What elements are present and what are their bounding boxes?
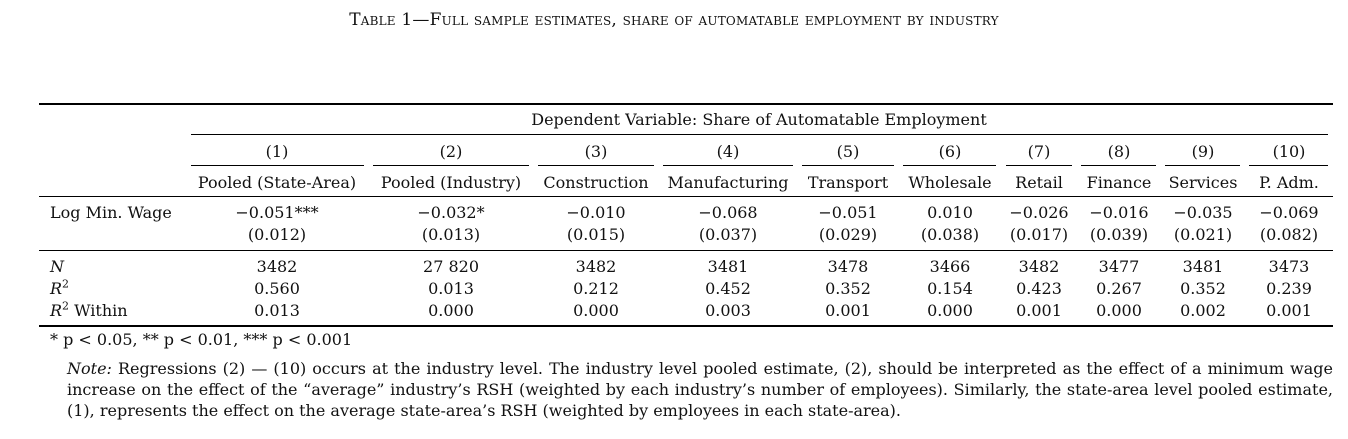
bottom-rule — [39, 325, 1333, 327]
col-name: Wholesale — [908, 173, 992, 192]
dep-var-header: Dependent Variable: Share of Automatable Employment — [531, 110, 987, 129]
r2-within-cell: 0.001 — [1016, 301, 1062, 320]
row-label-r2-within — [50, 299, 128, 320]
r2-cell: 0.154 — [927, 279, 973, 298]
n-cell: 3477 — [1098, 257, 1140, 276]
coef-cell: −0.051 — [818, 203, 878, 222]
r2w-suffix: Within — [69, 301, 128, 320]
colnum-rule-7 — [1006, 165, 1072, 166]
note-text: Regressions (2) — (10) occurs at the industry level. The industry level pooled estimate, (2), should be interpreted as the effect of a minimum wage increase on the effect of the “average” industry’s RSH (weighted by each industry’s number of employees). Similarly, the state-area level pooled estimate, (1), represents the effect on the average state-area’s RSH (weighted by employees in each state-area). — [67, 359, 1333, 420]
se-cell: (0.015) — [566, 225, 626, 244]
r2-superscript: 2 — [62, 277, 70, 291]
r2-cell: 0.352 — [825, 279, 871, 298]
coef-cell: 0.010 — [927, 203, 973, 222]
n-cell: 3482 — [575, 257, 617, 276]
r2-cell: 0.013 — [428, 279, 474, 298]
n-cell: 3478 — [827, 257, 869, 276]
colnum-rule-10 — [1249, 165, 1328, 166]
se-cell: (0.082) — [1259, 225, 1319, 244]
coef-cell: −0.032* — [417, 203, 485, 222]
coef-cell: −0.010 — [566, 203, 626, 222]
se-cell: (0.013) — [421, 225, 481, 244]
n-cell: 27 820 — [423, 257, 479, 276]
coef-cell: −0.051*** — [235, 203, 319, 222]
r2w-symbol: R — [50, 301, 63, 320]
r2-symbol: R — [50, 279, 63, 298]
colnum-rule-4 — [663, 165, 793, 166]
n-cell: 3481 — [707, 257, 749, 276]
col-num: (3) — [584, 142, 608, 161]
col-num: (7) — [1027, 142, 1051, 161]
colnum-rule-3 — [538, 165, 654, 166]
r2-within-cell: 0.000 — [1096, 301, 1142, 320]
coef-cell: −0.016 — [1089, 203, 1149, 222]
note-label: Note: — [67, 359, 112, 378]
col-num: (6) — [938, 142, 962, 161]
n-cell: 3482 — [1018, 257, 1060, 276]
mid-rule — [39, 250, 1333, 251]
col-name: Pooled (State-Area) — [197, 173, 357, 192]
col-num: (10) — [1272, 142, 1306, 161]
top-rule — [39, 103, 1333, 105]
coef-cell: −0.035 — [1173, 203, 1233, 222]
coef-cell: −0.069 — [1259, 203, 1319, 222]
r2-within-cell: 0.000 — [428, 301, 474, 320]
col-num: (4) — [716, 142, 740, 161]
se-cell: (0.029) — [818, 225, 878, 244]
se-cell: (0.012) — [247, 225, 307, 244]
colnum-rule-2 — [373, 165, 529, 166]
col-num: (9) — [1191, 142, 1215, 161]
n-cell: 3482 — [256, 257, 298, 276]
n-cell: 3481 — [1182, 257, 1224, 276]
col-name: P. Adm. — [1259, 173, 1319, 192]
dep-var-rule — [191, 134, 1328, 135]
r2-cell: 0.212 — [573, 279, 619, 298]
r2-cell: 0.560 — [254, 279, 300, 298]
n-cell: 3473 — [1268, 257, 1310, 276]
r2-within-cell: 0.000 — [927, 301, 973, 320]
r2w-superscript: 2 — [62, 299, 70, 313]
r2-cell: 0.352 — [1180, 279, 1226, 298]
r2-cell: 0.239 — [1266, 279, 1312, 298]
coef-cell: −0.068 — [698, 203, 758, 222]
col-name: Transport — [807, 173, 889, 192]
r2-cell: 0.423 — [1016, 279, 1062, 298]
se-cell: (0.037) — [698, 225, 758, 244]
r2-within-cell: 0.001 — [825, 301, 871, 320]
r2-within-cell: 0.001 — [1266, 301, 1312, 320]
col-name: Services — [1168, 173, 1238, 192]
colnum-rule-6 — [903, 165, 996, 166]
r2-within-cell: 0.000 — [573, 301, 619, 320]
col-name: Retail — [1015, 173, 1063, 192]
col-num: (8) — [1107, 142, 1131, 161]
r2-within-cell: 0.003 — [705, 301, 751, 320]
colnum-rule-5 — [802, 165, 894, 166]
col-num: (2) — [439, 142, 463, 161]
r2-within-cell: 0.013 — [254, 301, 300, 320]
table-title: Table 1—Full sample estimates, share of automatable employment by industry — [349, 10, 999, 30]
row-label-r2 — [50, 277, 70, 298]
col-num: (5) — [836, 142, 860, 161]
se-cell: (0.039) — [1089, 225, 1149, 244]
row-label-coef: Log Min. Wage — [50, 203, 172, 222]
r2-cell: 0.267 — [1096, 279, 1142, 298]
r2-within-cell: 0.002 — [1180, 301, 1226, 320]
colnum-rule-1 — [191, 165, 364, 166]
significance-footnote: * p < 0.05, ** p < 0.01, *** p < 0.001 — [50, 330, 353, 349]
coef-cell: −0.026 — [1009, 203, 1069, 222]
header-rule — [39, 196, 1333, 197]
se-cell: (0.038) — [920, 225, 980, 244]
r2-cell: 0.452 — [705, 279, 751, 298]
se-cell: (0.021) — [1173, 225, 1233, 244]
n-cell: 3466 — [929, 257, 971, 276]
colnum-rule-9 — [1165, 165, 1240, 166]
col-name: Construction — [543, 173, 649, 192]
se-cell: (0.017) — [1009, 225, 1069, 244]
col-num: (1) — [265, 142, 289, 161]
col-name: Pooled (Industry) — [380, 173, 522, 192]
col-name: Finance — [1086, 173, 1152, 192]
colnum-rule-8 — [1081, 165, 1156, 166]
table-note — [67, 358, 1333, 421]
row-label-n: N — [50, 257, 64, 276]
col-name: Manufacturing — [667, 173, 789, 192]
